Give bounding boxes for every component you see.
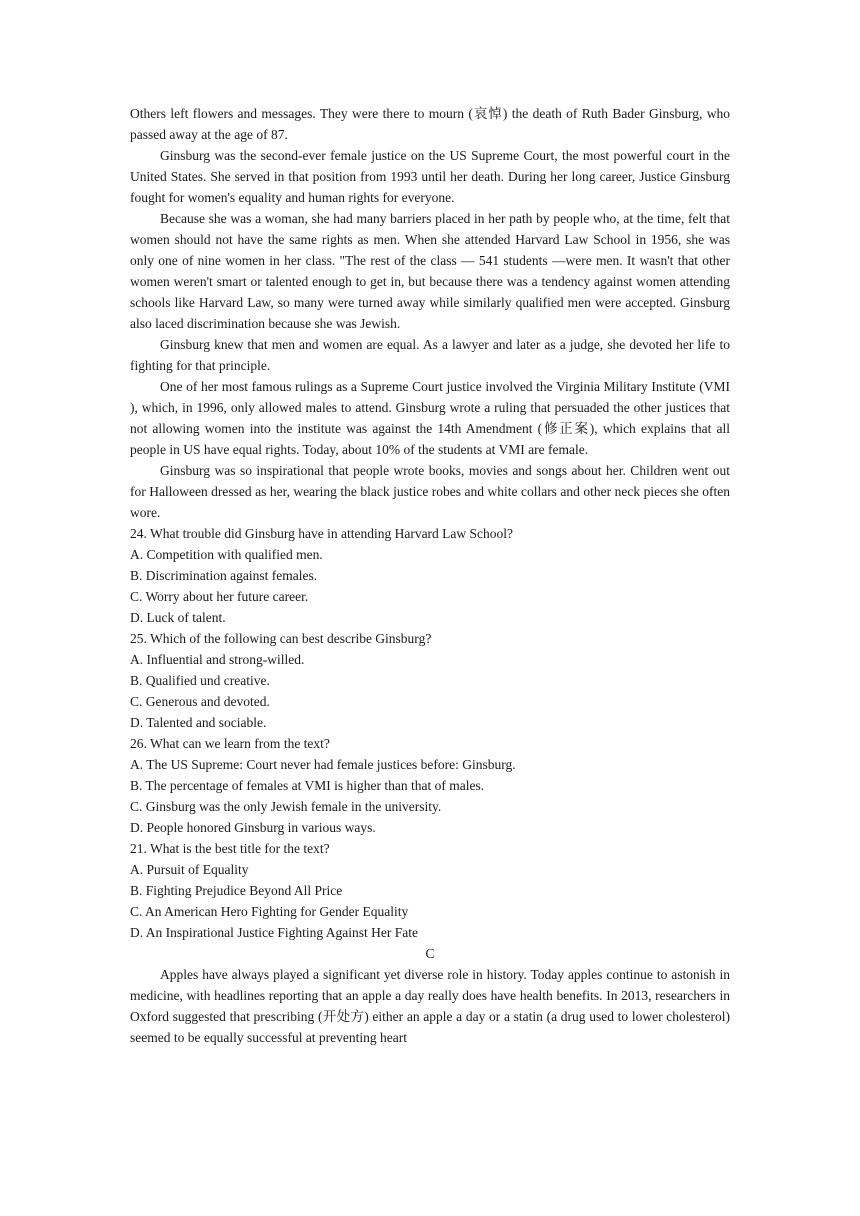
question-25 [130, 628, 730, 733]
question-24 [130, 523, 730, 628]
question-26 [130, 733, 730, 838]
option-b: B. Discrimination against females. [130, 568, 318, 583]
question-stem: 25. Which of the following can best describe Ginsburg? [130, 631, 432, 646]
option-a: A. The US Supreme: Court never had female justices before: Ginsburg. [130, 757, 516, 772]
question-stem: 24. What trouble did Ginsburg have in attending Harvard Law School? [130, 526, 514, 541]
question-21 [130, 838, 730, 943]
passage-b-paragraph-3: Because she was a woman, she had many barriers placed in her path by people who, at the time, felt that women should not have the same rights as men. When she attended Harvard Law School in 1956, she was only one of nine women in her class. "The rest of the class — 541 students —were men. It wasn't that other women weren't smart or talented enough to get in, but because there was a tendency against women attending schools like Harvard Law, so many were turned away while similarly qualified men were accepted. Ginsburg also laced discrimination because she was Jewish. [130, 211, 730, 331]
passage-b-paragraph-6: Ginsburg was so inspirational that people wrote books, movies and songs about her. Children went out for Halloween dressed as her, wearing the black justice robes and white collars and other neck pieces she often wore. [130, 463, 730, 520]
option-d: D. People honored Ginsburg in various ways. [130, 820, 376, 835]
option-b: B. Qualified und creative. [130, 673, 270, 688]
passage-b-paragraph-4: Ginsburg knew that men and women are equal. As a lawyer and later as a judge, she devoted her life to fighting for that principle. [130, 337, 730, 373]
option-a: A. Influential and strong-willed. [130, 652, 305, 667]
option-c: C. An American Hero Fighting for Gender Equality [130, 904, 409, 919]
document-page [130, 103, 730, 1048]
question-stem: 21. What is the best title for the text? [130, 841, 330, 856]
passage-b-paragraph-1: Others left flowers and messages. They were there to mourn (哀悼) the death of Ruth Bader Ginsburg, who passed away at the age of 87. [130, 106, 730, 142]
option-c: C. Worry about her future career. [130, 589, 309, 604]
option-d: D. Luck of talent. [130, 610, 226, 625]
passage-c-paragraph-1: Apples have always played a significant yet diverse role in history. Today apples continue to astonish in medicine, with headlines reporting that an apple a day really does have health benefits. In 2013, researchers in Oxford suggested that prescribing (开处方) either an apple a day or a statin (a drug used to lower cholesterol) seemed to be equally successful at preventing heart [130, 967, 730, 1045]
section-heading-c: C [425, 946, 435, 961]
option-d: D. An Inspirational Justice Fighting Against Her Fate [130, 925, 418, 940]
passage-b-paragraph-5: One of her most famous rulings as a Supreme Court justice involved the Virginia Military Institute (VMI ), which, in 1996, only allowed males to attend. Ginsburg wrote a ruling that persuaded the other justices that not allowing women into the institute was against the 14th Amendment (修正案), which explains that all people in US have equal rights. Today, about 10% of the students at VMI are female. [130, 379, 730, 457]
option-c: C. Generous and devoted. [130, 694, 270, 709]
passage-b-paragraph-2: Ginsburg was the second-ever female justice on the US Supreme Court, the most powerful court in the United States. She served in that position from 1993 until her death. During her long career, Justice Ginsburg fought for women's equality and human rights for everyone. [130, 148, 730, 205]
option-b: B. Fighting Prejudice Beyond All Price [130, 883, 343, 898]
option-b: B. The percentage of females at VMI is higher than that of males. [130, 778, 485, 793]
option-a: A. Competition with qualified men. [130, 547, 323, 562]
question-stem: 26. What can we learn from the text? [130, 736, 330, 751]
option-d: D. Talented and sociable. [130, 715, 267, 730]
option-c: C. Ginsburg was the only Jewish female in the university. [130, 799, 442, 814]
option-a: A. Pursuit of Equality [130, 862, 249, 877]
